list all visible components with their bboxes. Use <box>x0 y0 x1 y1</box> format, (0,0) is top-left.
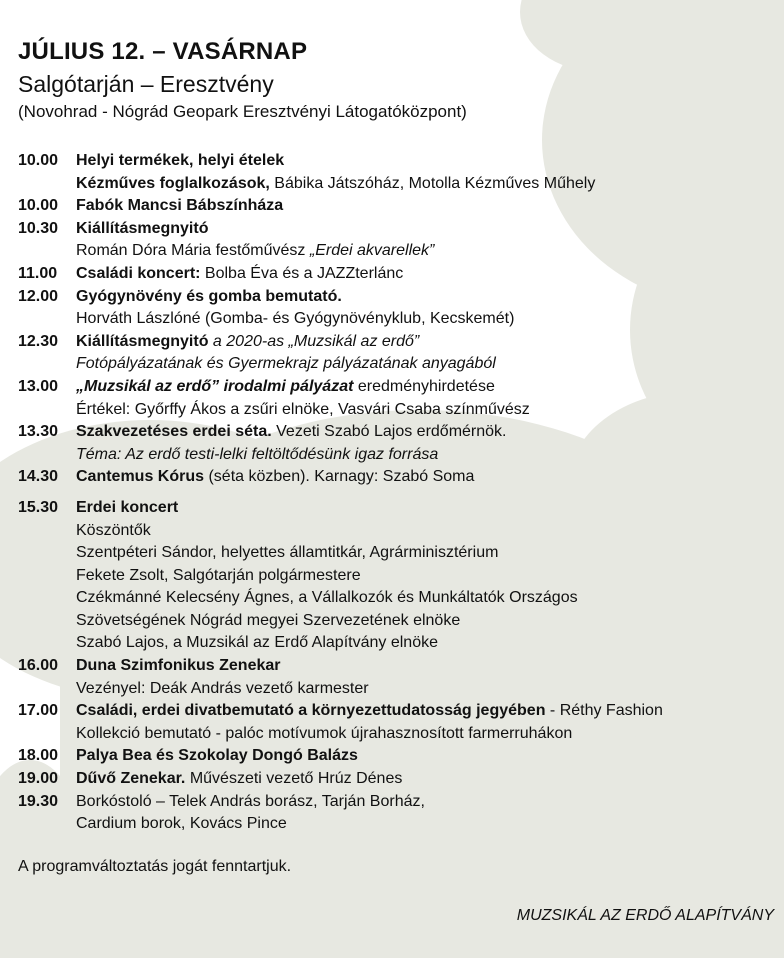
schedule-text: „Erdei akvarellek” <box>309 242 435 260</box>
schedule-text: Bolba Éva és a JAZZterlánc <box>200 264 404 282</box>
schedule-text: Családi, erdei divatbemutató a környezettudatosság jegyében <box>76 702 546 720</box>
schedule-text: Értékel: Győrffy Ákos a zsűri elnöke, Vasvári Csaba színművész <box>76 400 530 418</box>
schedule-text: Erdei koncert <box>76 498 179 516</box>
schedule-details <box>76 376 778 421</box>
schedule-text: Kézműves foglalkozások, <box>76 174 270 192</box>
schedule-time: 18.00 <box>18 747 59 765</box>
schedule-text: Helyi termékek, helyi ételek <box>76 152 285 169</box>
schedule-line <box>76 565 778 588</box>
schedule-item <box>18 745 778 768</box>
schedule-line <box>76 353 778 376</box>
schedule-details <box>76 218 778 263</box>
schedule-time: 14.30 <box>18 468 59 486</box>
schedule-line <box>76 286 778 309</box>
schedule-item <box>18 700 778 745</box>
location-subtitle: Salgótarján – Eresztvény <box>18 71 274 97</box>
schedule-details <box>76 791 778 836</box>
schedule-line <box>76 813 778 836</box>
schedule-text: Szentpéteri Sándor, helyettes államtitkár, Agrárminisztérium <box>76 544 499 562</box>
schedule-line <box>76 263 778 286</box>
schedule-time: 15.30 <box>18 498 59 516</box>
schedule-text: Bábika Játszóház, Motolla Kézműves Műhely <box>269 174 596 192</box>
schedule-text: Szabó Lajos, a Muzsikál az Erdő Alapítvány elnöke <box>76 634 438 652</box>
schedule-text: Családi koncert: <box>76 264 201 282</box>
schedule-line <box>76 791 778 814</box>
schedule-line <box>76 331 778 354</box>
schedule-text: Szövetségének Nógrád megyei Szervezetének elnöke <box>76 611 461 629</box>
schedule-line <box>76 308 778 331</box>
schedule-text: Palya Bea és Szokolay Dongó Balázs <box>76 747 358 765</box>
venue-line: (Novohrad - Nógrád Geopark Eresztvényi Látogatóközpont) <box>18 102 467 121</box>
schedule-text: Vezeti Szabó Lajos erdőmérnök. <box>271 423 507 441</box>
schedule-line <box>76 542 778 565</box>
schedule-line <box>76 399 778 422</box>
schedule-text: Román Dóra Mária festőművész <box>76 242 310 260</box>
schedule-time: 13.00 <box>18 377 59 395</box>
schedule-text: (séta közben). Karnagy: Szabó Soma <box>204 468 475 486</box>
schedule-text: Téma: Az erdő testi-lelki feltöltődésünk igaz forrása <box>76 445 439 463</box>
schedule-line <box>76 240 778 263</box>
schedule-text: Fotópályázatának és Gyermekrajz pályázatának anyagából <box>76 355 496 373</box>
schedule-line <box>76 218 778 241</box>
schedule-details <box>76 700 778 745</box>
schedule-text: Horváth Lászlóné (Gomba- és Gyógynövényklub, Kecskemét) <box>76 310 515 328</box>
schedule-text: Kollekció bemutató - palóc motívumok újrahasznosított farmerruhákon <box>76 724 573 742</box>
schedule-line <box>76 700 778 723</box>
schedule-item <box>18 218 778 263</box>
schedule-item <box>18 768 778 791</box>
schedule-time: 11.00 <box>18 264 58 282</box>
schedule-line <box>76 587 778 610</box>
schedule-details <box>76 263 778 286</box>
schedule-item <box>18 466 778 489</box>
schedule-line <box>76 678 778 701</box>
schedule-item <box>18 150 778 195</box>
schedule-line <box>76 745 778 768</box>
schedule-line <box>76 497 778 520</box>
program-schedule <box>18 150 778 836</box>
schedule-text: Művészeti vezető Hrúz Dénes <box>185 770 403 788</box>
schedule-text: Kiállításmegnyitó <box>76 219 209 237</box>
schedule-item <box>18 655 778 700</box>
schedule-details <box>76 150 778 195</box>
schedule-text: Cantemus Kórus <box>76 468 205 486</box>
schedule-line <box>76 466 778 489</box>
footer-note: A programváltoztatás jogát fenntartjuk. <box>18 858 292 875</box>
schedule-line <box>76 520 778 543</box>
schedule-text: Fabók Mancsi Bábszínháza <box>76 197 284 215</box>
schedule-time: 10.00 <box>18 197 59 215</box>
schedule-time: 10.00 <box>18 152 59 169</box>
schedule-text: Szakvezetéses erdei séta. <box>76 423 272 441</box>
schedule-text: Vezényel: Deák András vezető karmester <box>76 679 369 697</box>
schedule-text: Fekete Zsolt, Salgótarján polgármestere <box>76 566 361 584</box>
schedule-text: Duna Szimfonikus Zenekar <box>76 657 281 675</box>
schedule-line <box>76 195 778 218</box>
schedule-item <box>18 195 778 218</box>
schedule-line <box>76 173 778 196</box>
schedule-time: 17.00 <box>18 702 59 720</box>
schedule-line <box>76 421 778 444</box>
schedule-item <box>18 286 778 331</box>
schedule-item <box>18 331 778 376</box>
schedule-line <box>76 632 778 655</box>
schedule-item <box>18 421 778 466</box>
schedule-time: 12.00 <box>18 287 59 305</box>
schedule-line <box>76 376 778 399</box>
schedule-text: Gyógynövény és gomba bemutató. <box>76 287 342 305</box>
schedule-line <box>76 444 778 467</box>
schedule-details <box>76 497 778 655</box>
schedule-time: 19.30 <box>18 792 59 810</box>
schedule-details <box>76 466 778 489</box>
schedule-item <box>18 497 778 655</box>
schedule-line <box>76 768 778 791</box>
schedule-line <box>76 610 778 633</box>
schedule-text: Cardium borok, Kovács Pince <box>76 815 287 833</box>
schedule-text: - Réthy Fashion <box>545 702 663 720</box>
organizer-name: MUZSIKÁL AZ ERDŐ ALAPÍTVÁNY <box>516 907 774 924</box>
schedule-item <box>18 263 778 286</box>
schedule-line <box>76 150 778 173</box>
schedule-line <box>76 723 778 746</box>
schedule-text: a 2020-as „Muzsikál az erdő” <box>208 332 420 350</box>
schedule-time: 12.30 <box>18 332 59 350</box>
schedule-details <box>76 768 778 791</box>
schedule-details <box>76 331 778 376</box>
schedule-time: 16.00 <box>18 657 59 675</box>
page-title: JÚLIUS 12. – VASÁRNAP <box>18 38 308 65</box>
schedule-text: Köszöntők <box>76 521 151 539</box>
schedule-details <box>76 421 778 466</box>
schedule-line <box>76 655 778 678</box>
schedule-text: „Muzsikál az erdő” irodalmi pályázat <box>76 377 354 395</box>
schedule-details <box>76 286 778 331</box>
schedule-item <box>18 791 778 836</box>
schedule-details <box>76 655 778 700</box>
schedule-item <box>18 376 778 421</box>
schedule-text: Dűvő Zenekar. <box>76 770 186 788</box>
schedule-details <box>76 195 778 218</box>
schedule-text: eredményhirdetése <box>353 377 495 395</box>
schedule-text: Borkóstoló – Telek András borász, Tarján Borház, <box>76 792 425 810</box>
schedule-time: 10.30 <box>18 219 59 237</box>
schedule-time: 19.00 <box>18 770 59 788</box>
schedule-text: Kiállításmegnyitó <box>76 332 209 350</box>
schedule-details <box>76 745 778 768</box>
schedule-time: 13.30 <box>18 423 59 441</box>
schedule-text: Czékmánné Kelecsény Ágnes, a Vállalkozók és Munkáltatók Országos <box>76 589 578 607</box>
